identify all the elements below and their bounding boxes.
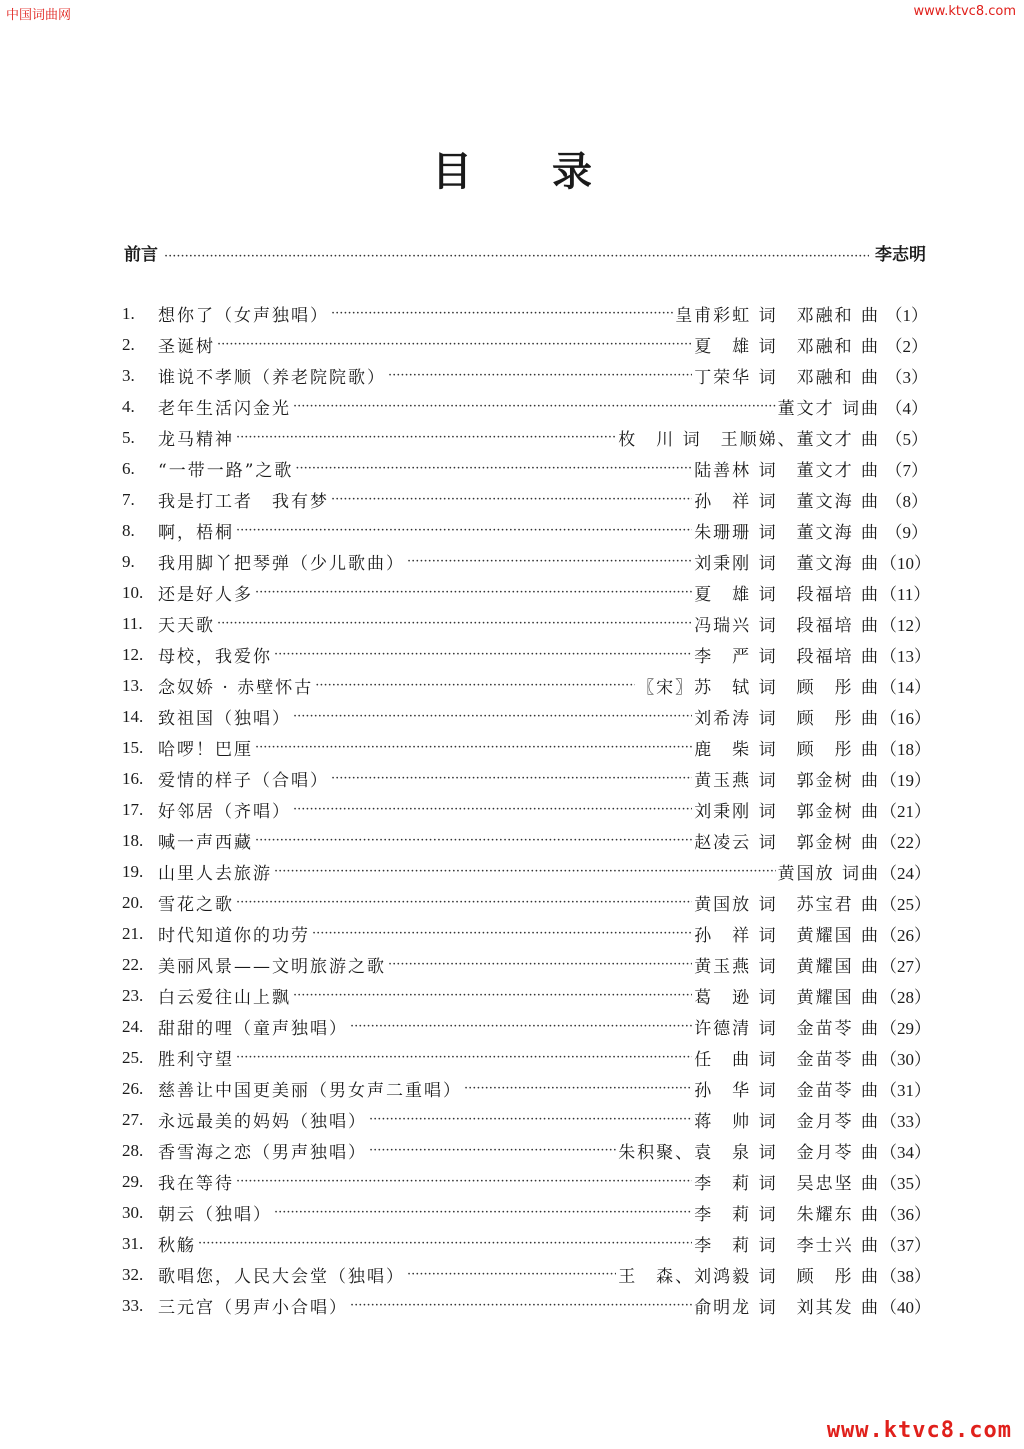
leader-dots bbox=[217, 616, 692, 631]
toc-entry[interactable] bbox=[122, 887, 931, 918]
entry-number: 16. bbox=[122, 768, 144, 788]
entry-number: 4. bbox=[122, 396, 135, 416]
entry-credit: 黄国放 词 苏宝君 曲 bbox=[694, 895, 880, 915]
entry-number: 21. bbox=[122, 923, 144, 943]
toc-entry[interactable] bbox=[122, 794, 931, 825]
entry-credit: 鹿 柴 词 顾 彤 曲 bbox=[694, 740, 880, 760]
entry-title: 母校，我爱你 bbox=[158, 647, 272, 667]
entry-number: 26. bbox=[122, 1078, 144, 1098]
entry-number: 31. bbox=[122, 1233, 144, 1253]
entry-page: （2） bbox=[885, 337, 928, 356]
entry-credit: 李 莉 词 朱耀东 曲 bbox=[694, 1205, 880, 1225]
entry-title: 龙马精神 bbox=[158, 430, 234, 450]
entry-number: 8. bbox=[122, 520, 135, 540]
entry-page: （21） bbox=[880, 802, 931, 821]
leader-dots bbox=[236, 1174, 692, 1189]
leader-dots bbox=[217, 337, 692, 352]
entry-number: 7. bbox=[122, 489, 135, 509]
entry-title: 永远最美的妈妈（独唱） bbox=[158, 1112, 367, 1132]
entry-page: （19） bbox=[880, 771, 931, 790]
entry-page: （37） bbox=[880, 1236, 931, 1255]
leader-dots bbox=[274, 1205, 692, 1220]
entry-title: 哈啰！巴厘 bbox=[158, 740, 253, 760]
toc-entry[interactable] bbox=[122, 515, 928, 546]
leader-dots bbox=[295, 461, 692, 476]
leader-dots bbox=[255, 585, 692, 600]
entry-title: 圣诞树 bbox=[158, 337, 215, 357]
leader-dots bbox=[236, 523, 692, 538]
leader-dots bbox=[236, 895, 692, 910]
leader-dots bbox=[388, 957, 692, 972]
entry-page: （9） bbox=[885, 523, 928, 542]
entry-title: 秋觞 bbox=[158, 1236, 196, 1256]
toc-entry[interactable] bbox=[122, 1259, 931, 1290]
entry-page: （36） bbox=[880, 1205, 931, 1224]
entry-number: 17. bbox=[122, 799, 144, 819]
toc-entry[interactable] bbox=[122, 856, 931, 887]
entry-page: （10） bbox=[880, 554, 931, 573]
toc-entry[interactable] bbox=[122, 391, 928, 422]
entry-credit: 刘秉刚 词 郭金树 曲 bbox=[694, 802, 880, 822]
entry-credit: 夏 雄 词 邓融和 曲 bbox=[694, 337, 880, 357]
leader-dots bbox=[407, 1267, 616, 1282]
entry-number: 29. bbox=[122, 1171, 144, 1191]
entry-number: 18. bbox=[122, 830, 144, 850]
entry-credit: 朱积聚、袁 泉 词 金月苓 曲 bbox=[618, 1143, 880, 1163]
entry-credit: 俞明龙 词 刘其发 曲 bbox=[694, 1298, 880, 1318]
entry-title: 致祖国（独唱） bbox=[158, 709, 291, 729]
entry-title: 天天歌 bbox=[158, 616, 215, 636]
entry-page: （40） bbox=[880, 1298, 931, 1317]
entry-number: 12. bbox=[122, 644, 144, 664]
entry-page: （26） bbox=[880, 926, 931, 945]
toc-entry[interactable] bbox=[122, 453, 928, 484]
leader-dots bbox=[312, 926, 692, 941]
entry-credit: 孙 华 词 金苗苓 曲 bbox=[694, 1081, 880, 1101]
entry-credit: 李 莉 词 李士兴 曲 bbox=[694, 1236, 880, 1256]
toc-entry[interactable] bbox=[122, 608, 931, 639]
entry-title: 胜利守望 bbox=[158, 1050, 234, 1070]
leader-dots bbox=[255, 833, 692, 848]
entry-credit: 皇甫彩虹 词 邓融和 曲 bbox=[675, 306, 880, 326]
toc-entry[interactable] bbox=[122, 701, 931, 732]
entry-credit: 李 严 词 段福培 曲 bbox=[694, 647, 880, 667]
site-url[interactable]: www.ktvc8.com bbox=[913, 4, 1016, 19]
entry-title: 我在等待 bbox=[158, 1174, 234, 1194]
entry-page: （5） bbox=[885, 430, 928, 449]
entry-number: 30. bbox=[122, 1202, 144, 1222]
entry-title: 念奴娇 · 赤壁怀古 bbox=[158, 678, 314, 698]
entry-number: 6. bbox=[122, 458, 135, 478]
entry-credit: 〖宋〗苏 轼 词 顾 彤 曲 bbox=[637, 678, 880, 698]
leader-dots bbox=[369, 1143, 616, 1158]
entry-number: 19. bbox=[122, 861, 144, 881]
entry-title: 喊一声西藏 bbox=[158, 833, 253, 853]
entry-page: （16） bbox=[880, 709, 931, 728]
toc-list bbox=[122, 298, 931, 1321]
toc-entry[interactable] bbox=[122, 484, 928, 515]
entry-title: 谁说不孝顺（养老院院歌） bbox=[158, 368, 386, 388]
entry-title: 香雪海之恋（男声独唱） bbox=[158, 1143, 367, 1163]
preface-label: 前言 bbox=[124, 245, 158, 265]
entry-credit: 任 曲 词 金苗苓 曲 bbox=[694, 1050, 880, 1070]
toc-entry[interactable] bbox=[122, 825, 931, 856]
entry-title: 歌唱您，人民大会堂（独唱） bbox=[158, 1267, 405, 1287]
leader-dots bbox=[236, 430, 616, 445]
entry-number: 1. bbox=[122, 303, 135, 323]
toc-entry[interactable] bbox=[122, 949, 931, 980]
entry-page: （11） bbox=[880, 585, 931, 604]
entry-page: （31） bbox=[880, 1081, 931, 1100]
entry-number: 9. bbox=[122, 551, 135, 571]
leader-dots bbox=[293, 802, 692, 817]
entry-title: 我用脚丫把琴弹（少儿歌曲） bbox=[158, 554, 405, 574]
toc-entry[interactable] bbox=[122, 1197, 931, 1228]
toc-entry[interactable] bbox=[122, 1135, 931, 1166]
entry-number: 22. bbox=[122, 954, 144, 974]
entry-page: （3） bbox=[885, 368, 928, 387]
entry-page: （7） bbox=[885, 461, 928, 480]
toc-entry[interactable] bbox=[122, 918, 931, 949]
entry-number: 32. bbox=[122, 1264, 144, 1284]
entry-credit: 孙 祥 词 黄耀国 曲 bbox=[694, 926, 880, 946]
entry-number: 14. bbox=[122, 706, 144, 726]
entry-credit: 黄玉燕 词 郭金树 曲 bbox=[694, 771, 880, 791]
entry-number: 3. bbox=[122, 365, 135, 385]
entry-page: （25） bbox=[880, 895, 931, 914]
entry-credit: 朱珊珊 词 董文海 曲 bbox=[694, 523, 880, 543]
toc-entry[interactable] bbox=[122, 670, 931, 701]
entry-credit: 李 莉 词 吴忠坚 曲 bbox=[694, 1174, 880, 1194]
entry-title: 老年生活闪金光 bbox=[158, 399, 291, 419]
entry-page: （30） bbox=[880, 1050, 931, 1069]
leader-dots bbox=[164, 249, 869, 264]
entry-number: 28. bbox=[122, 1140, 144, 1160]
entry-credit: 黄玉燕 词 黄耀国 曲 bbox=[694, 957, 880, 977]
entry-title: 还是好人多 bbox=[158, 585, 253, 605]
entry-credit: 刘秉刚 词 董文海 曲 bbox=[694, 554, 880, 574]
entry-page: （27） bbox=[880, 957, 931, 976]
entry-number: 23. bbox=[122, 985, 144, 1005]
leader-dots bbox=[293, 709, 692, 724]
leader-dots bbox=[315, 678, 635, 693]
toc-entry[interactable] bbox=[122, 732, 931, 763]
leader-dots bbox=[464, 1081, 692, 1096]
entry-number: 15. bbox=[122, 737, 144, 757]
entry-page: （28） bbox=[880, 988, 931, 1007]
page-title: 目录 bbox=[432, 148, 672, 195]
entry-credit: 蒋 帅 词 金月苓 曲 bbox=[694, 1112, 880, 1132]
entry-page: （13） bbox=[880, 647, 931, 666]
entry-page: （22） bbox=[880, 833, 931, 852]
leader-dots bbox=[350, 1019, 692, 1034]
toc-entry[interactable] bbox=[122, 360, 928, 391]
entry-number: 11. bbox=[122, 613, 143, 633]
toc-entry[interactable] bbox=[122, 1011, 931, 1042]
entry-number: 5. bbox=[122, 427, 135, 447]
entry-credit: 葛 逊 词 黄耀国 曲 bbox=[694, 988, 880, 1008]
toc-entry[interactable] bbox=[122, 298, 928, 329]
entry-number: 33. bbox=[122, 1295, 144, 1315]
leader-dots bbox=[331, 771, 692, 786]
entry-page: （1） bbox=[885, 306, 928, 325]
entry-number: 2. bbox=[122, 334, 135, 354]
preface-author: 李志明 bbox=[875, 245, 926, 265]
toc-entry[interactable] bbox=[122, 1073, 931, 1104]
leader-dots bbox=[255, 740, 692, 755]
entry-page: （38） bbox=[880, 1267, 931, 1286]
toc-entry[interactable] bbox=[122, 577, 931, 608]
entry-credit: 王 森、刘鸿毅 词 顾 彤 曲 bbox=[618, 1267, 880, 1287]
entry-number: 24. bbox=[122, 1016, 144, 1036]
entry-title: 想你了（女声独唱） bbox=[158, 306, 329, 326]
toc-entry[interactable] bbox=[122, 1042, 931, 1073]
leader-dots bbox=[331, 306, 673, 321]
entry-title: 甜甜的哩（童声独唱） bbox=[158, 1019, 348, 1039]
leader-dots bbox=[274, 864, 776, 879]
toc-entry[interactable] bbox=[122, 1104, 931, 1135]
leader-dots bbox=[331, 492, 692, 507]
toc-entry[interactable] bbox=[122, 422, 928, 453]
entry-title: 慈善让中国更美丽（男女声二重唱） bbox=[158, 1081, 462, 1101]
entry-page: （18） bbox=[880, 740, 931, 759]
leader-dots bbox=[369, 1112, 692, 1127]
entry-credit: 冯瑞兴 词 段福培 曲 bbox=[694, 616, 880, 636]
leader-dots bbox=[407, 554, 692, 569]
entry-title: 我是打工者 我有梦 bbox=[158, 492, 329, 512]
entry-number: 10. bbox=[122, 582, 144, 602]
leader-dots bbox=[350, 1298, 692, 1313]
leader-dots bbox=[236, 1050, 692, 1065]
entry-credit: 夏 雄 词 段福培 曲 bbox=[694, 585, 880, 605]
entry-number: 20. bbox=[122, 892, 144, 912]
entry-credit: 刘希涛 词 顾 彤 曲 bbox=[694, 709, 880, 729]
site-name: 中国词曲网 bbox=[6, 8, 72, 23]
toc-entry[interactable] bbox=[122, 546, 931, 577]
toc-entry[interactable] bbox=[122, 1228, 931, 1259]
entry-number: 13. bbox=[122, 675, 144, 695]
toc-entry[interactable] bbox=[122, 1166, 931, 1197]
entry-title: 白云爱往山上飘 bbox=[158, 988, 291, 1008]
entry-page: （14） bbox=[880, 678, 931, 697]
entry-title: 朝云（独唱） bbox=[158, 1205, 272, 1225]
leader-dots bbox=[198, 1236, 692, 1251]
leader-dots bbox=[274, 647, 692, 662]
entry-title: “一带一路”之歌 bbox=[158, 461, 294, 481]
entry-page: （12） bbox=[880, 616, 931, 635]
leader-dots bbox=[388, 368, 692, 383]
entry-credit: 赵凌云 词 郭金树 曲 bbox=[694, 833, 880, 853]
entry-credit: 许德清 词 金苗苓 曲 bbox=[694, 1019, 880, 1039]
entry-title: 爱情的样子（合唱） bbox=[158, 771, 329, 791]
toc-entry[interactable] bbox=[122, 763, 931, 794]
leader-dots bbox=[293, 988, 692, 1003]
entry-page: （24） bbox=[880, 864, 931, 883]
entry-title: 时代知道你的功劳 bbox=[158, 926, 310, 946]
toc-entry[interactable] bbox=[122, 329, 928, 360]
entry-title: 好邻居（齐唱） bbox=[158, 802, 291, 822]
leader-dots bbox=[293, 399, 776, 414]
entry-title: 山里人去旅游 bbox=[158, 864, 272, 884]
entry-credit: 丁荣华 词 邓融和 曲 bbox=[694, 368, 880, 388]
footer-watermark: www.ktvc8.com bbox=[826, 1418, 1012, 1443]
entry-page: （35） bbox=[880, 1174, 931, 1193]
entry-number: 27. bbox=[122, 1109, 144, 1129]
entry-credit: 黄国放 词曲 bbox=[777, 864, 880, 884]
entry-number: 25. bbox=[122, 1047, 144, 1067]
entry-title: 三元宫（男声小合唱） bbox=[158, 1298, 348, 1318]
toc-entry[interactable] bbox=[122, 1290, 931, 1321]
entry-page: （34） bbox=[880, 1143, 931, 1162]
preface-row[interactable] bbox=[124, 240, 926, 265]
entry-credit: 枚 川 词 王顺娣、董文才 曲 bbox=[618, 430, 880, 450]
entry-page: （33） bbox=[880, 1112, 931, 1131]
entry-page: （29） bbox=[880, 1019, 931, 1038]
entry-credit: 董文才 词曲 bbox=[777, 399, 880, 419]
entry-title: 啊，梧桐 bbox=[158, 523, 234, 543]
entry-page: （4） bbox=[885, 399, 928, 418]
entry-title: 雪花之歌 bbox=[158, 895, 234, 915]
entry-page: （8） bbox=[885, 492, 928, 511]
entry-credit: 孙 祥 词 董文海 曲 bbox=[694, 492, 880, 512]
toc-entry[interactable] bbox=[122, 980, 931, 1011]
entry-credit: 陆善林 词 董文才 曲 bbox=[694, 461, 880, 481]
toc-entry[interactable] bbox=[122, 639, 931, 670]
entry-title: 美丽风景——文明旅游之歌 bbox=[158, 957, 386, 977]
